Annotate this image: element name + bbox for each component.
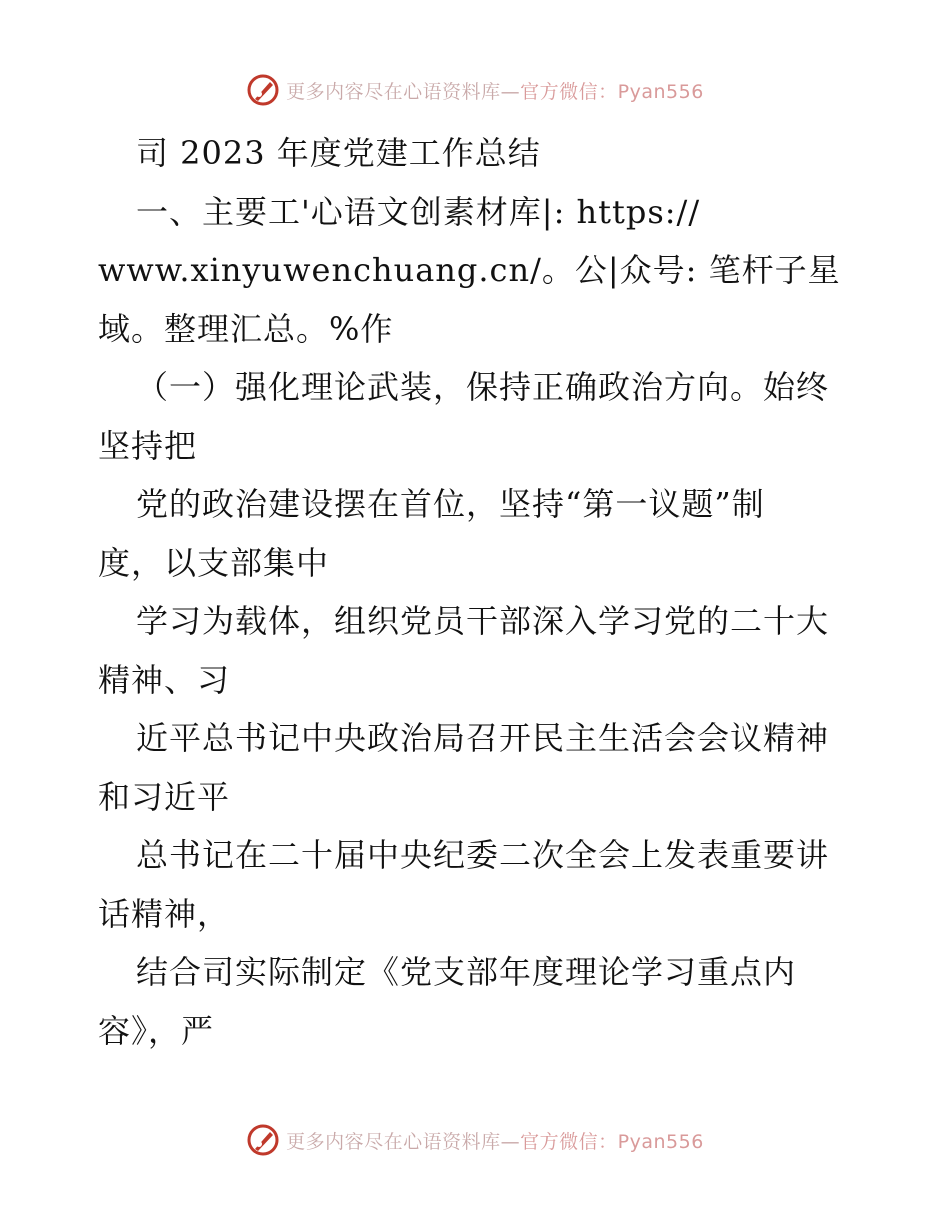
- document-body: [98, 124, 858, 1060]
- banner-separator: —: [500, 1130, 521, 1153]
- text-line: 总书记在二十届中央纪委二次全会上发表重要讲: [136, 836, 830, 874]
- text-line: 近平总书记中央政治局召开民主生活会会议精神: [136, 719, 830, 757]
- text-line: （一）强化理论武装，保持正确政治方向。始终: [136, 368, 830, 406]
- footer-banner: [0, 1122, 950, 1158]
- text-line: 一、主要工'心语文创素材库|: https://: [136, 192, 701, 231]
- text-line: 学习为载体，组织党员干部深入学习党的二十大: [136, 602, 830, 640]
- header-banner: [0, 72, 950, 108]
- quill-logo-icon: [246, 73, 280, 107]
- text-line: 结合司实际制定《党支部年度理论学习重点内: [136, 953, 797, 991]
- banner-text: [286, 1127, 704, 1154]
- text-line: 话精神，: [98, 894, 231, 933]
- quill-logo-icon: [246, 1123, 280, 1157]
- banner-text: [286, 77, 704, 104]
- banner-slogan: 更多内容尽在心语资料库: [286, 80, 501, 103]
- text-line: www.xinyuwenchuang.cn/。公|众号: 笔杆子星: [98, 251, 841, 289]
- text-line: 司 2023 年度党建工作总结: [136, 134, 541, 172]
- text-line: 党的政治建设摆在首位，坚持“第一议题”制: [136, 485, 765, 523]
- text-line: 度，以支部集中: [98, 543, 330, 582]
- text-line: 精神、习: [98, 660, 231, 699]
- banner-separator: —: [500, 80, 521, 103]
- banner-wechat: 官方微信：Pyan556: [520, 80, 704, 103]
- text-line: 域。整理汇总。%作: [98, 309, 394, 348]
- banner-slogan: 更多内容尽在心语资料库: [286, 1130, 501, 1153]
- text-line: 坚持把: [98, 426, 198, 465]
- text-line: 容》，严: [98, 1011, 215, 1050]
- banner-wechat: 官方微信：Pyan556: [520, 1130, 704, 1153]
- text-line: 和习近平: [98, 777, 231, 816]
